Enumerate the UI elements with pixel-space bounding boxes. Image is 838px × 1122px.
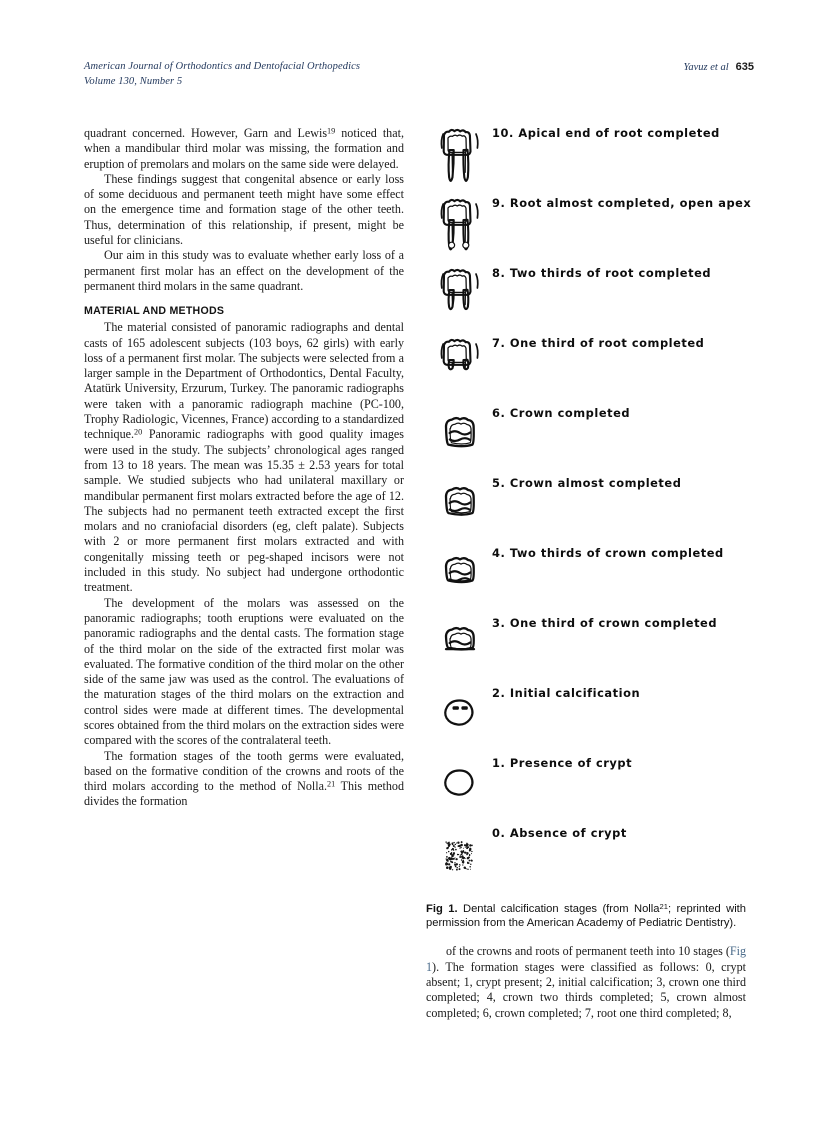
crypt-absent-icon [432,826,488,888]
text-run: of the crowns and roots of permanent teeth into 10 stages ( [446,944,730,959]
body-paragraph [426,944,746,1020]
molar-two-thirds-root-icon [432,266,488,328]
body-paragraph [84,749,404,810]
body-paragraph [84,320,404,595]
text-run: Panoramic radiographs with good quality images were used in the study. The subjects’ chronological ages ranged from 13 to 18 years. The mean was 15.35 ± 2.53 years for total sample. We studied subjects who had unilateral maxillary or mandibular permanent first molars extracted before the age of 12. The subjects had no permanent teeth extracted except the first molars and no craniofacial disorders (eg, cleft palate). Subjects with 2 or more permanent first molars extracted and with congenitally missing teeth or peg-shaped incisors were not included in this study. No subject had undergone orthodontic treatment. [84,427,404,595]
calcification-stage-label: 3. One third of crown completed [492,616,718,630]
calcification-stage-row [426,476,746,546]
body-paragraph [84,126,404,172]
running-head [84,60,754,92]
journal-title: American Journal of Orthodontics and Dentofacial Orthopedics [84,61,361,72]
calcification-stage-row [426,196,752,266]
crown-completed-icon [432,406,488,468]
calcification-stage-label: 9. Root almost completed, open apex [492,196,752,210]
calcification-stage-label: 6. Crown completed [492,406,631,420]
calcification-stage-row [426,126,746,196]
text-run: Our aim in this study was to evaluate whether early loss of a permanent first molar has an effect on the development of the permanent third molars in the same quadrant. [84,248,404,293]
calcification-stage-label: 4. Two thirds of crown completed [492,546,724,560]
calcification-stage-label: 5. Crown almost completed [492,476,682,490]
crypt-present-icon [432,756,488,818]
body-paragraph [84,172,404,248]
text-run: The development of the molars was assessed on the panoramic radiographs; tooth eruptions were evaluated on the panoramic radiographs and the dental casts. The formation stage of the third molar on the side of the extracted first molar was evaluated. The formative condition of the third molar on the other side of the same jaw was used as the control. The evaluations of the maturation stages of the third molars on the extraction and control sides were made at different times. The developmental scores obtained from the third molars on the extraction sides were compared with the scores of the contralateral teeth. [84,595,404,748]
text-run: ). The formation stages were classified as follows: 0, crypt absent; 1, crypt present; 2, initial calcification; 3, crown one third completed; 4, crown two thirds completed; 5, crown almost completed; 6, crown completed; 7, root one third completed; 8, [426,959,746,1020]
calcification-stage-row [426,546,746,616]
figure-caption-text-before: Dental calcification stages (from Nolla [457,903,660,915]
right-column-body [426,930,746,1020]
text-run: These findings suggest that congenital absence or early loss of some deciduous and permanent teeth might have some effect on the emergence time and formation stage of the other teeth. Thus, determination of this relationship, if present, might be useful for clinicians. [84,171,404,248]
calcification-stage-label: 10. Apical end of root completed [492,126,720,140]
calcification-stage-row [426,266,746,336]
right-column-paragraph [426,944,746,1020]
figure-cross-reference[interactable]: Fig 1 [426,944,746,974]
text-run: The material consisted of panoramic radiographs and dental casts of 165 adolescent subjects (103 boys, 62 girls) with early loss of a permanent first molar. The subjects were selected from a larger sample in the Department of Orthodontics, Dental Faculty, Atatürk University, Erzurum, Turkey. The panoramic radiographs were taken with a panoramic radiograph machine (PC-100, Trophy Radiologic, Vicennes, France) according to a standardized technique. [84,320,405,442]
calcification-stage-row [426,616,746,686]
right-column [426,126,752,1021]
text-run: noticed that, when a mandibular third molar was missing, the formation and eruption of premolars and molars on the same side were delayed. [84,126,404,171]
crown-one-third-icon [432,616,488,678]
reference-marker: 19 [327,126,336,136]
figure-1 [426,126,752,930]
methods-paragraphs [84,320,404,810]
calcification-stage-row [426,826,746,896]
text-run: The formation stages of the tooth germs were evaluated, based on the formative condition of the crowns and roots of the third molars according to the method of Nolla. [84,748,404,794]
figure-number: Fig 1. [426,903,458,915]
molar-open-apex-icon [432,196,488,258]
calcification-stage-label: 2. Initial calcification [492,686,641,700]
figure-1-caption [426,896,746,930]
molar-one-third-root-icon [432,336,488,398]
reference-marker: 21 [327,779,336,789]
calcification-stage-label: 7. One third of root completed [492,336,705,350]
intro-paragraphs [84,126,404,294]
figure-caption-text-after: ; reprinted with permission from the American Academy of Pediatric Dentistry). [426,903,747,930]
calcification-stage-list [426,126,752,896]
calcification-stage-row [426,336,746,406]
calcification-stage-row [426,406,746,476]
page-number: 635 [735,61,754,73]
running-head-authors-page [684,60,754,76]
text-run: quadrant concerned. However, Garn and Lewis [84,126,328,140]
calcification-stage-row [426,756,746,826]
journal-volume-issue: Volume 130, Number 5 [84,75,183,87]
figure-caption-reference: 21 [659,901,668,911]
section-heading-material-and-methods: MATERIAL AND METHODS [84,305,225,318]
reference-marker: 20 [134,427,143,437]
calcification-stage-label: 0. Absence of crypt [492,826,627,840]
molar-full-roots-icon [432,126,488,188]
left-column-body [84,126,404,810]
crown-two-thirds-icon [432,546,488,608]
running-head-journal [84,60,360,89]
text-run: This method divides the formation [84,779,404,809]
running-head-authors: Yavuz et al [683,62,729,73]
initial-calcification-icon [432,686,488,748]
calcification-stage-row [426,686,746,756]
body-paragraph [84,596,404,749]
calcification-stage-label: 1. Presence of crypt [492,756,633,770]
left-column [84,126,404,810]
crown-almost-completed-icon [432,476,488,538]
body-paragraph [84,248,404,294]
calcification-stage-label: 8. Two thirds of root completed [492,266,712,280]
